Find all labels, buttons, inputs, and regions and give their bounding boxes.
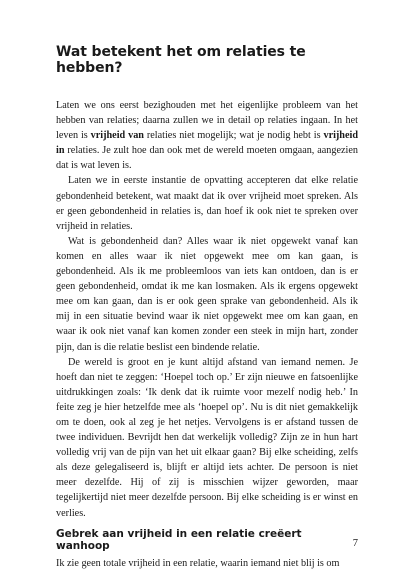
paragraph-4: De wereld is groot en je kunt altijd afstand van iemand nemen. Je hoeft dan niet te zeggen: ‘Hoepel toch op.’ Er zijn nieuwe en fatsoenlijke uitdrukkingen zoals: ‘Ik denk dat ik ruimte voor mezelf nodig heb.’ In feite zeg je hier hetzelfde mee als ‘hoepel op’. Nu is dit niet gemakkelijk om te doen, ook al zeg je het netjes. Vervolgens is er afstand tussen de twee individuen. Bevrijdt hen dat werkelijk volledig? Zijn ze in hun hart volledig vrij van de pijn van het uit elkaar gaan? Bij elke scheiding, zelfs als deze gelegaliseerd is, blijft er altijd iets achter. De persoon is niet meer dezelfde. Hij of zij is misschien wijzer geworden, maar tegelijkertijd niet meer dezelfde persoon. Bij elke scheiding is er winst en verlies. <box>56 356 358 519</box>
paragraph-3: Wat is gebondenheid dan? Alles waar ik niet opgewekt vanaf kan komen en alles waar ik niet opgewekt mee om kan gaan, is gebondenheid. Als ik me probleemloos van iets kan ontdoen, dan is er geen gebondenheid, omdat ik me kan losmaken. Als ik ergens opgewekt mee om kan gaan, dan is er ook geen sprake van gebondenheid. Als ik mij in een situatie bevind waar ik niet opgewekt mee om kan gaan, en waar ik ook niet vanaf kan komen zonder een steek in mijn hart, zonder pijn, dan is die relatie beslist een bindende relatie. <box>56 235 358 353</box>
paragraph-1-text-c: relaties niet mogelijk; wat je nodig hebt is <box>143 130 324 142</box>
paragraph-1-text-d: relaties. Je zult hoe dan ook met de wereld moeten omgaan, aangezien dat is wat leven is. <box>56 145 358 172</box>
paragraph-1-text-a: Laten we ons eerst bezighouden met het eigenlijke probleem van het hebben van relaties; daarna zullen we in detail op relaties ingaan. In het leven is <box>56 100 358 142</box>
page-number: 7 <box>352 538 358 549</box>
paragraph-1 <box>56 98 358 173</box>
section-subheading: Gebrek aan vrijheid in een relatie creëert wanhoop <box>56 527 302 552</box>
paragraph-5: Ik zie geen totale vrijheid in een relatie, waarin iemand niet blij is om <box>56 557 340 569</box>
chapter-heading: Wat betekent het om relaties te hebben? <box>56 44 306 76</box>
page-content <box>56 44 358 571</box>
bold-vrijheid-in: vrijheid in <box>56 130 358 157</box>
paragraph-2: Laten we in eerste instantie de opvatting accepteren dat elke relatie gebondenheid betekent, wat maakt dat ik over vrijheid moet spreken. Als er geen gebondenheid in relaties is, dan hoef ik ook niet te spreken over vrijheid in relaties. <box>56 175 358 232</box>
bold-vrijheid-van: vrijheid van <box>90 130 144 142</box>
